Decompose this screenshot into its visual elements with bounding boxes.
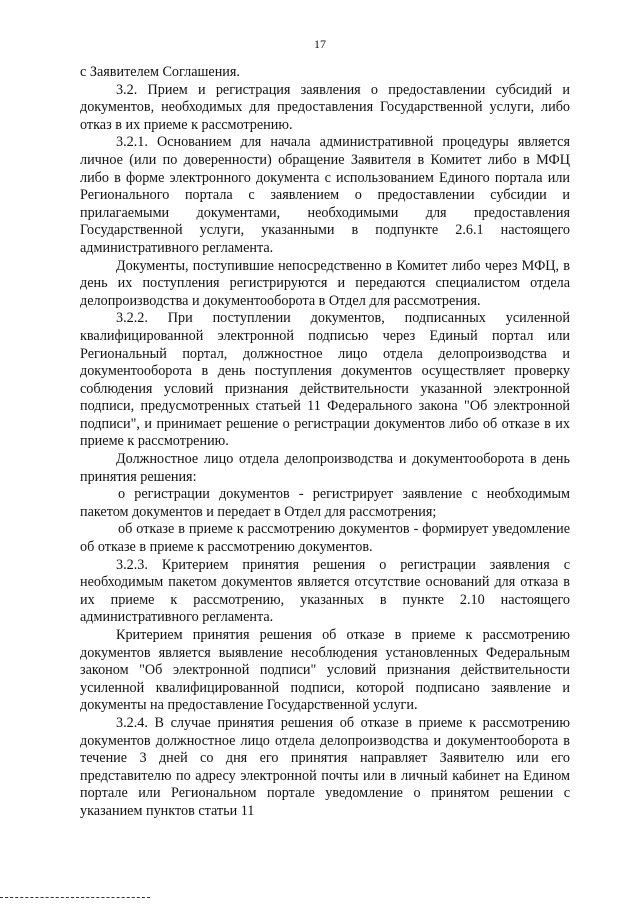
page-number: 17 [314,37,326,51]
paragraph-continuation: с Заявителем Соглашения. [80,64,240,80]
document-body [80,64,570,821]
paragraph-section-3-2-2: 3.2.2. При поступлении документов, подписанных усиленной квалифицированной электронной подписью через Единый портал или Региональный портал, должностное лицо отдела делопроизводства и документооборота в день поступления документов осуществляет проверку соблюдения условий признания действительности указанной электронной подписи, предусмотренных статьей 11 Федерального закона "Об электронной подписи", и принимает решение о регистрации документов либо об отказе в их приеме к рассмотрению. [80,310,570,450]
paragraph-documents-received: Документы, поступившие непосредственно в Комитет либо через МФЦ, в день их поступления регистрируются и передаются специалистом отдела делопроизводства и документооборота в Отдел для рассмотрения. [80,257,570,309]
paragraph-refusal-criterion: Критерием принятия решения об отказе в приеме к рассмотрению документов является выявление несоблюдения установленных Федеральным законом "Об электронной подписи" условий признания действительности усиленной квалифицированной подписи, которой подписано заявление и документы на предоставление Государственной услуги. [80,627,570,714]
list-item-registration: о регистрации документов - регистрирует заявление с необходимым пакетом документов и передает в Отдел для рассмотрения; [80,486,570,520]
list-item-refusal: об отказе в приеме к рассмотрению документов - формирует уведомление об отказе в приеме к рассмотрению документов. [80,521,570,556]
bottom-divider [0,897,150,898]
paragraph-section-3-2-3: 3.2.3. Критерием принятия решения о регистрации заявления с необходимым пакетом документов является отсутствие оснований для отказа в их приеме к рассмотрению, указанных в пункте 2.10 настоящего административного регламента. [80,556,570,626]
paragraph-official-decision: Должностное лицо отдела делопроизводства и документооборота в день принятия решения: [80,451,570,485]
paragraph-section-3-2: 3.2. Прием и регистрация заявления о предоставлении субсидий и документов, необходимых для предоставления Государственной услуги, либо отказ в их приеме к рассмотрению. [80,81,570,133]
paragraph-section-3-2-1: 3.2.1. Основанием для начала административной процедуры является личное (или по доверенности) обращение Заявителя в Комитет либо в МФЦ либо в форме электронного документа с использованием Единого портала или Регионального портала с заявлением о предоставлении субсидии и прилагаемыми документами, необходимыми для предоставления Государственной услуги, указанными в подпункте 2.6.1 настоящего административного регламента. [80,134,570,256]
paragraph-section-3-2-4: 3.2.4. В случае принятия решения об отказе в приеме к рассмотрению документов должностное лицо отдела делопроизводства и документооборота в течение 3 дней со дня его принятия направляет Заявителю или его представителю по адресу электронной почты или в личный кабинет на Едином портале или Региональном портале уведомление о принятом решении с указанием пунктов статьи 11 [80,714,570,819]
